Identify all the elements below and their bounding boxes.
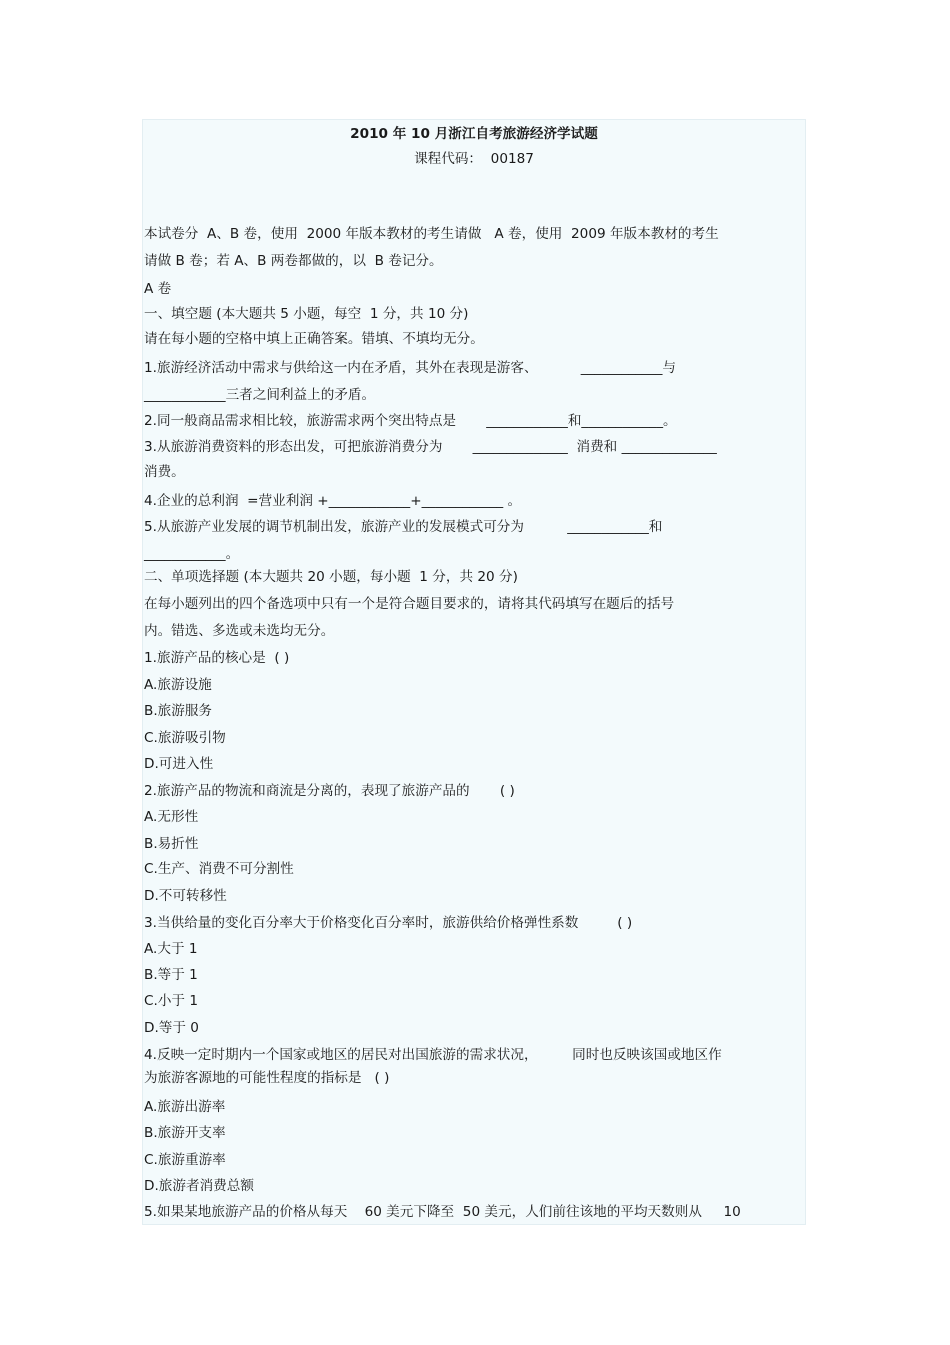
- text-line: 为旅游客源地的可能性程度的指标是 ( ): [144, 1070, 390, 1086]
- text-line: D.不可转移性: [144, 888, 227, 904]
- text-line: A.旅游出游率: [144, 1099, 226, 1115]
- text-line: A.旅游设施: [144, 677, 212, 693]
- text-line: 5.从旅游产业发展的调节机制出发，旅游产业的发展模式可分为 ____________和: [144, 519, 663, 535]
- text-line: D.旅游者消费总额: [144, 1178, 254, 1194]
- text-line: ____________。: [144, 546, 240, 562]
- text-line: A.无形性: [144, 809, 199, 825]
- text-line: 5.如果某地旅游产品的价格从每天 60 美元下降至 50 美元，人们前往该地的平均天数则从 10: [144, 1204, 741, 1220]
- text-line: 二、单项选择题 (本大题共 20 小题，每小题 1 分，共 20 分): [144, 569, 518, 585]
- text-line: 2.旅游产品的物流和商流是分离的，表现了旅游产品的 ( ): [144, 783, 515, 799]
- text-line: 4.企业的总利润 =营业利润 +____________+____________ 。: [144, 493, 522, 509]
- text-line: C.旅游重游率: [144, 1152, 226, 1168]
- text-line: 1.旅游经济活动中需求与供给这一内在矛盾，其外在表现是游客、 ____________与: [144, 360, 676, 376]
- text-line: 请在每小题的空格中填上正确答案。错填、不填均无分。: [144, 331, 484, 347]
- text-line: 一、填空题 (本大题共 5 小题，每空 1 分，共 10 分): [144, 306, 469, 322]
- text-line: 2.同一般商品需求相比较，旅游需求两个突出特点是 ____________和____________。: [144, 413, 677, 429]
- text-line: 内。错选、多选或未选均无分。: [144, 623, 335, 639]
- text-line: A.大于 1: [144, 941, 198, 957]
- text-line: 本试卷分 A、B 卷，使用 2000 年版本教材的考生请做 A 卷，使用 2009 年版本教材的考生: [144, 226, 719, 242]
- text-line: D.等于 0: [144, 1020, 199, 1036]
- text-line: 3.当供给量的变化百分率大于价格变化百分率时，旅游供给价格弹性系数 ( ): [144, 915, 633, 931]
- text-line: C.旅游吸引物: [144, 730, 226, 746]
- text-line: B.易折性: [144, 836, 199, 852]
- text-line: B.旅游开支率: [144, 1125, 226, 1141]
- course-code: 课程代码： 00187: [414, 151, 534, 167]
- text-line: 1.旅游产品的核心是 ( ): [144, 650, 290, 666]
- text-line: C.生产、消费不可分割性: [144, 861, 294, 877]
- text-line: B.等于 1: [144, 967, 198, 983]
- text-line: 消费。: [144, 464, 185, 480]
- text-line: 3.从旅游消费资料的形态出发，可把旅游消费分为 ______________ 消费和 ______________: [144, 439, 717, 455]
- text-line: D.可进入性: [144, 756, 214, 772]
- text-line: 4.反映一定时期内一个国家或地区的居民对出国旅游的需求状况， 同时也反映该国或地区作: [144, 1047, 722, 1063]
- document-title: 2010 年 10 月浙江自考旅游经济学试题: [350, 126, 598, 142]
- text-line: 请做 B 卷；若 A、B 两卷都做的，以 B 卷记分。: [144, 253, 443, 269]
- text-line: B.旅游服务: [144, 703, 213, 719]
- text-line: ____________三者之间利益上的矛盾。: [144, 387, 376, 403]
- text-line: A 卷: [144, 281, 172, 297]
- text-line: C.小于 1: [144, 993, 198, 1009]
- text-line: 在每小题列出的四个备选项中只有一个是符合题目要求的，请将其代码填写在题后的括号: [144, 596, 675, 612]
